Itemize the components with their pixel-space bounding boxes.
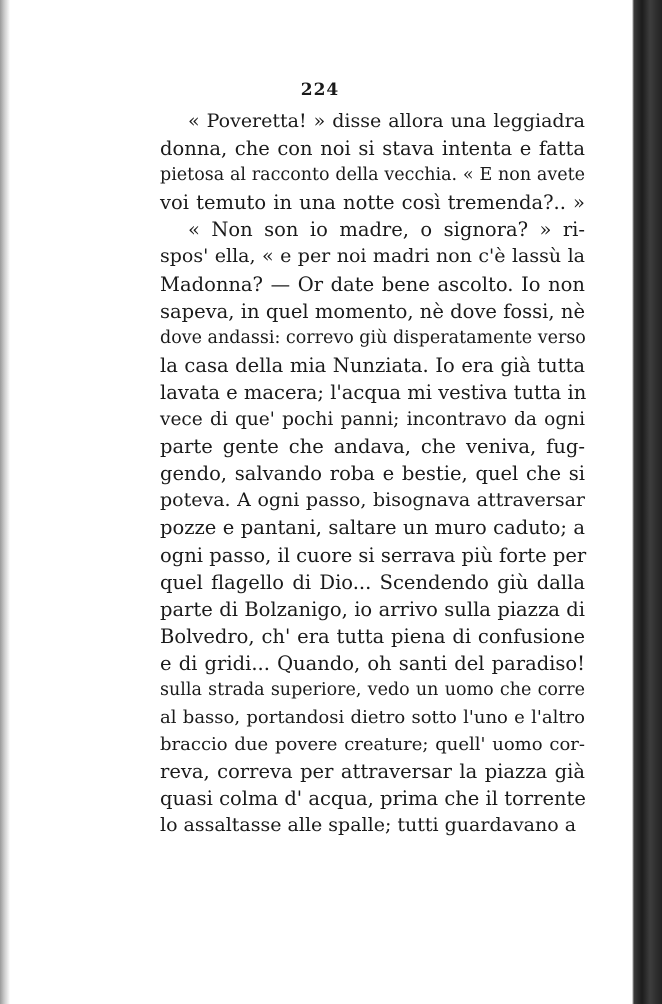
text-line: pozze e pantani, saltare un muro caduto; a — [160, 516, 585, 540]
text-line: « Non son io madre, o signora? » ri- — [188, 218, 585, 242]
text-line: al basso, portandosi dietro sotto l'uno e l'altro — [160, 707, 585, 729]
text-line: dove andassi: correvo giù disperatamente verso — [160, 327, 586, 348]
text-line: Madonna? — Or date bene ascolto. Io non — [160, 272, 585, 296]
text-line: gendo, salvando roba e bestie, quel che si — [160, 462, 585, 486]
text-line: ogni passo, il cuore si serrava più forte per — [160, 543, 587, 567]
page-left-edge — [0, 0, 10, 1004]
text-line: « Poveretta! » disse allora una leggiadra — [188, 110, 585, 132]
text-line: reva, correva per attraversar la piazza già — [160, 760, 585, 784]
text-line: sapeva, in quel momento, nè dove fossi, nè — [160, 299, 585, 323]
body-text — [160, 108, 585, 840]
text-line: vece di que' pochi panni; incontravo da ogni — [160, 409, 585, 431]
page-number: 224 — [300, 80, 340, 100]
text-line: voi temuto in una notte così tremenda?.. » — [160, 191, 585, 215]
text-line: spos' ella, « e per noi madri non c'è lassù la — [160, 245, 585, 268]
text-line: poteva. A ogni passo, bisognava attraversar — [160, 489, 585, 512]
text-line: braccio due povere creature; quell' uomo cor- — [160, 734, 585, 756]
text-line: donna, che con noi si stava intenta e fatta — [160, 137, 585, 161]
text-line: quasi colma d' acqua, prima che il torrente — [160, 787, 586, 811]
text-line: lo assaltasse alle spalle; tutti guardavano a — [160, 814, 577, 837]
text-line: la casa della mia Nunziata. Io era già tutta — [160, 353, 585, 377]
text-line: parte di Bolzanigo, io arrivo sulla piazza di — [160, 597, 585, 621]
book-spine-edge — [632, 0, 662, 1004]
text-line: quel flagello di Dio... Scendendo giù dalla — [160, 570, 585, 594]
text-line: sulla strada superiore, vedo un uomo che corre — [160, 679, 585, 700]
text-line: pietosa al racconto della vecchia. « E non avete — [160, 165, 585, 186]
text-line: e di gridi... Quando, oh santi del paradiso! — [160, 651, 585, 675]
text-line: Bolvedro, ch' era tutta piena di confusione — [160, 624, 585, 648]
text-line: parte gente che andava, che veniva, fug- — [160, 435, 585, 459]
text-line: lavata e macera; l'acqua mi vestiva tutta in — [160, 380, 587, 404]
